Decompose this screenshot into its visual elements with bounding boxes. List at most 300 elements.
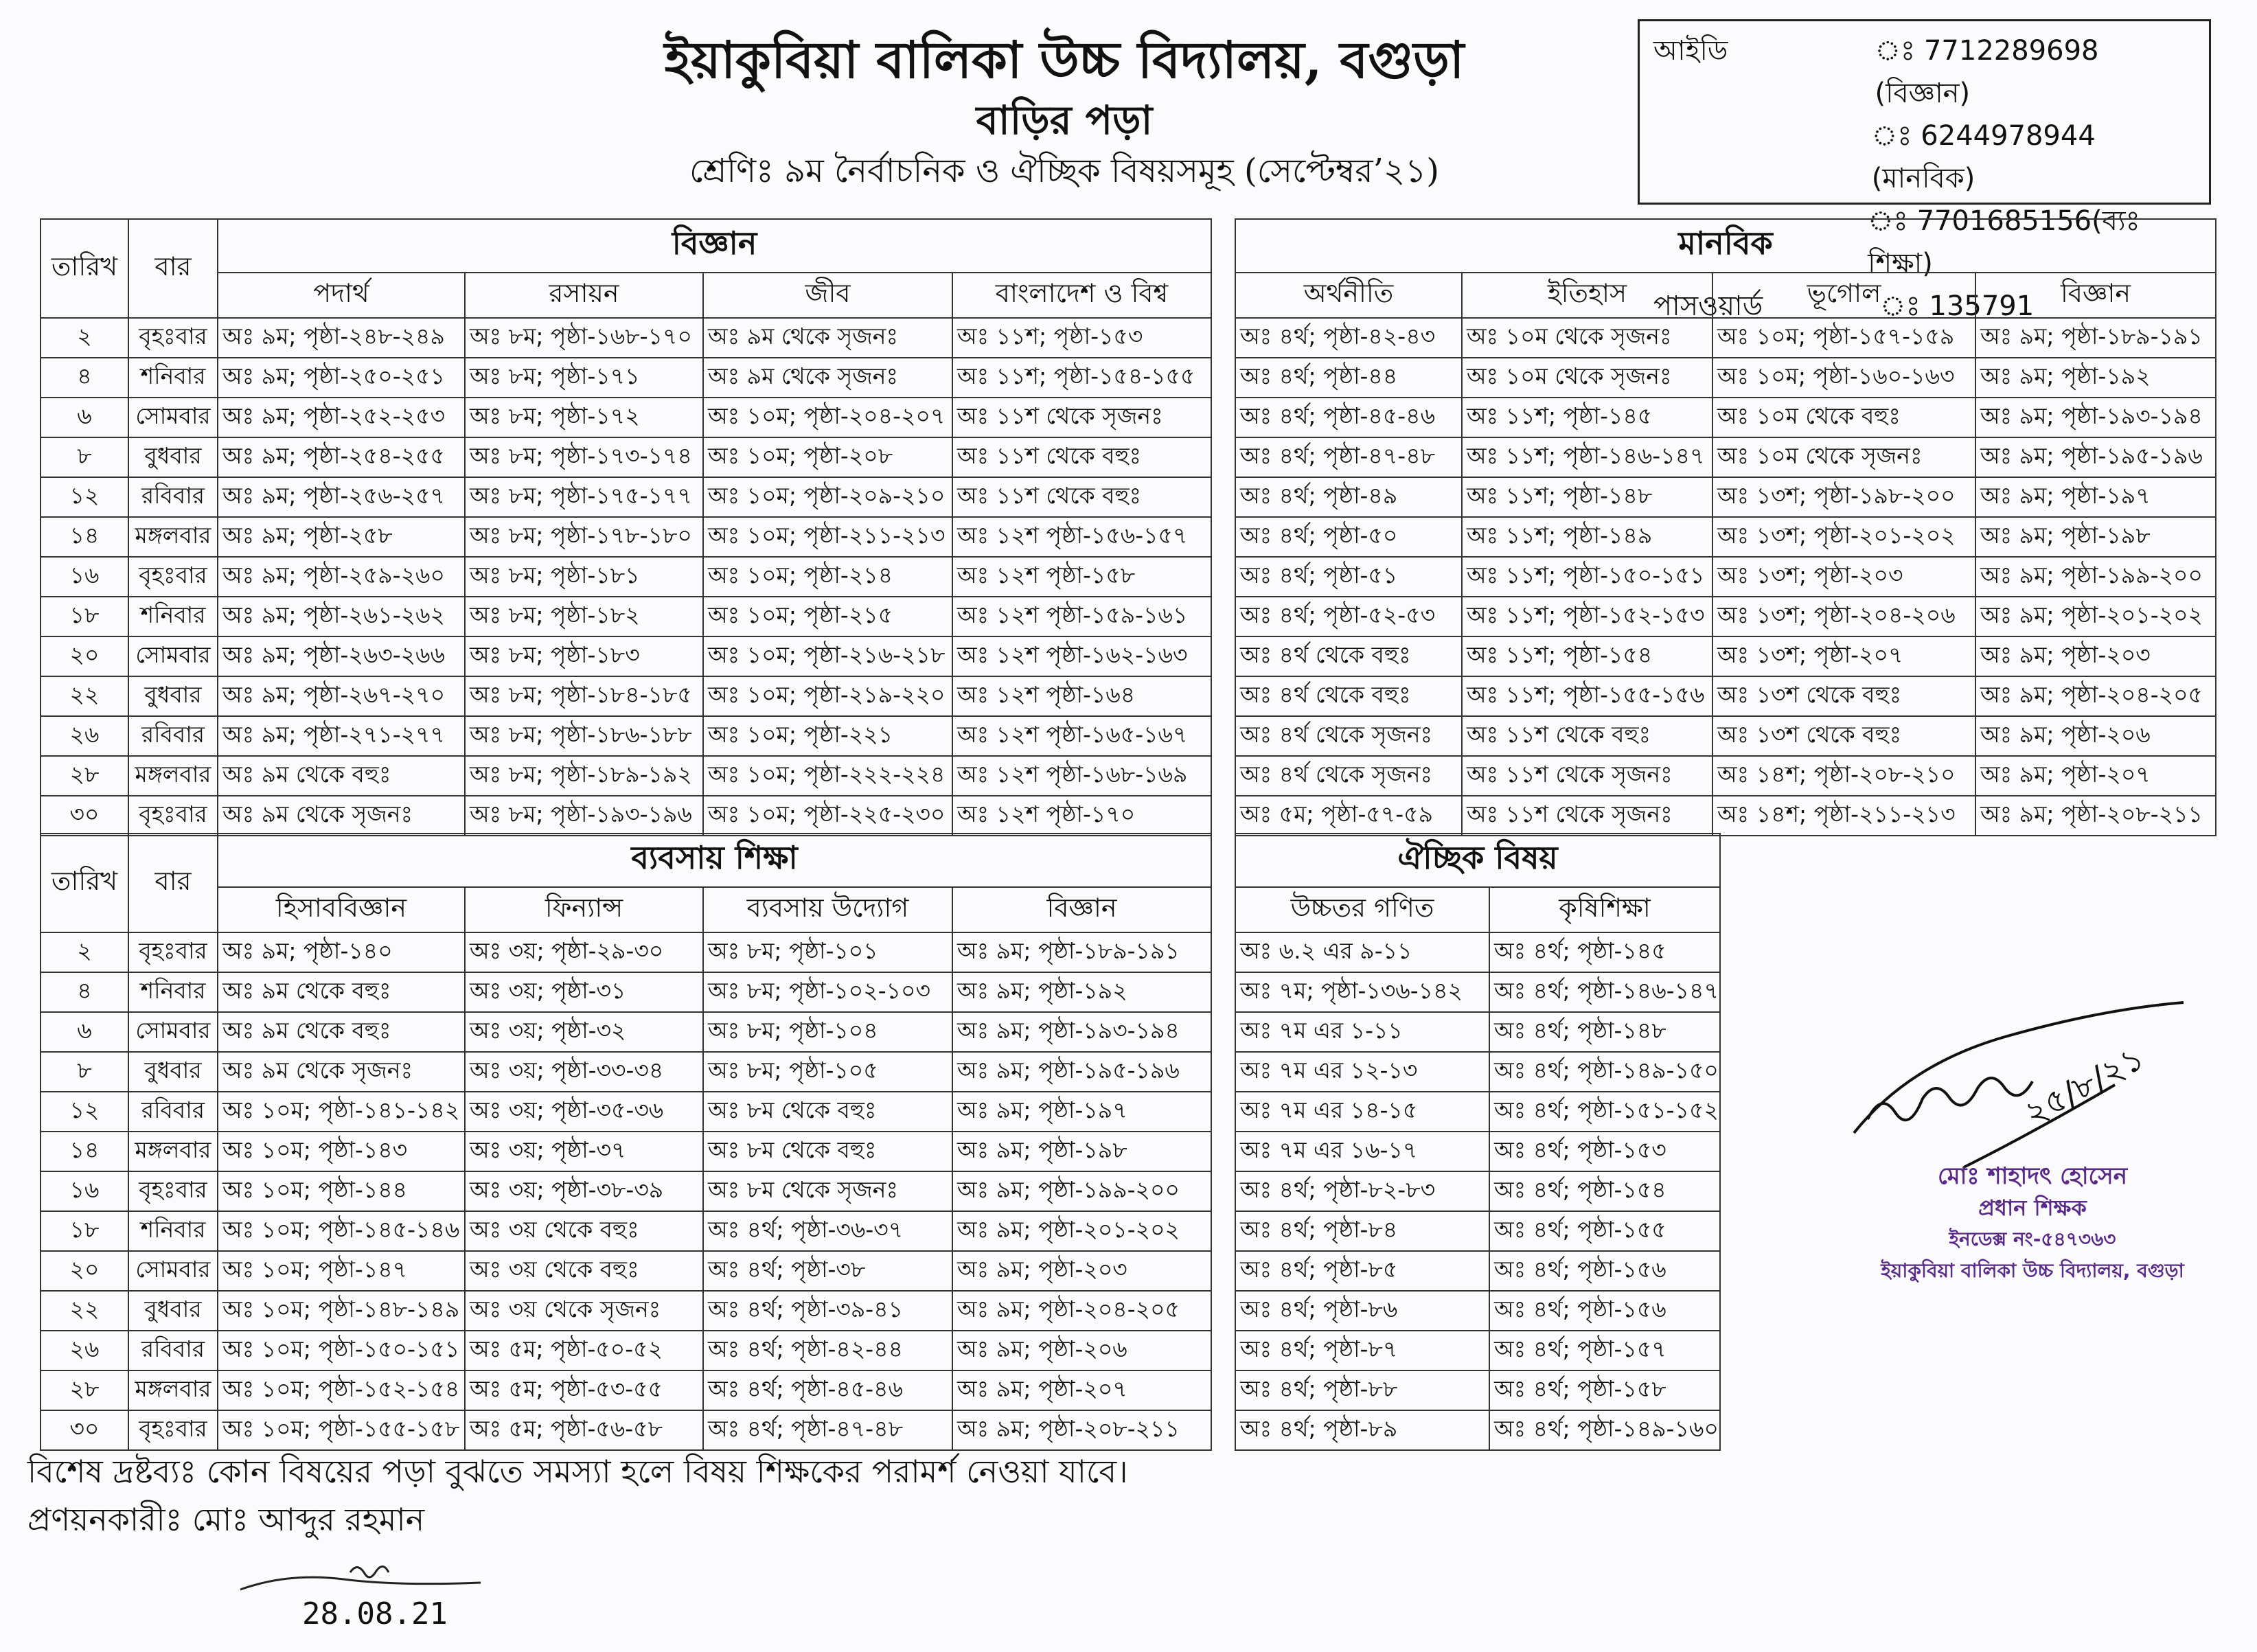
assignment-cell: অঃ ৪র্থ; পৃষ্ঠা-১৫৭ [1489,1331,1720,1370]
table-row [41,1052,1211,1092]
assignment-cell: অঃ ৯ম থেকে সৃজনঃ [703,358,952,398]
document-header [481,27,1648,195]
table-row [41,676,1211,716]
assignment-cell: অঃ ৮ম; পৃষ্ঠা-১৮৩ [465,636,703,676]
table-row [41,437,1211,477]
day-cell: রবিবার [128,716,218,756]
assignment-cell: অঃ ১২শ পৃষ্ঠা-১৫৯-১৬১ [952,597,1211,636]
table-row [1235,517,2216,557]
subject-header: রসায়ন [465,273,703,318]
day-cell: বৃহঃবার [128,796,218,836]
assignment-cell: অঃ ১০ম; পৃষ্ঠা-১৫২-১৫৪ [218,1370,465,1410]
assignment-cell: অঃ ৫ম; পৃষ্ঠা-৫৭-৫৯ [1235,796,1462,836]
table-row [1235,636,2216,676]
assignment-cell: অঃ ১০ম; পৃষ্ঠা-১৫৫-১৫৮ [218,1410,465,1450]
assignment-cell: অঃ ৪র্থ; পৃষ্ঠা-৪৭-৪৮ [703,1410,952,1450]
date-cell: ২৬ [41,716,128,756]
table-row [41,1331,1211,1370]
assignment-cell: অঃ ৭ম এর ১২-১৩ [1235,1052,1489,1092]
assignment-cell: অঃ ৪র্থ; পৃষ্ঠা-৮২-৮৩ [1235,1171,1489,1211]
assignment-cell: অঃ ১০ম; পৃষ্ঠা-২১৬-২১৮ [703,636,952,676]
assignment-cell: অঃ ৯ম থেকে বহুঃ [218,972,465,1012]
assignment-cell: অঃ ৮ম; পৃষ্ঠা-১০৪ [703,1012,952,1052]
date-cell: ৮ [41,437,128,477]
table-row [1235,972,1720,1012]
table-row [1235,437,2216,477]
assignment-cell: অঃ ৩য় থেকে সৃজনঃ [465,1291,703,1331]
headmaster-seal [1813,1160,2252,1287]
assignment-cell: অঃ ১০ম; পৃষ্ঠা-২১১-২১৩ [703,517,952,557]
assignment-cell: অঃ ১২শ পৃষ্ঠা-১৫৮ [952,557,1211,597]
assignment-cell: অঃ ১১শ; পৃষ্ঠা-১৪৫ [1462,398,1712,437]
assignment-cell: অঃ ৯ম; পৃষ্ঠা-২০৮-২১১ [952,1410,1211,1450]
assignment-cell: অঃ ৪র্থ; পৃষ্ঠা-৫২-৫৩ [1235,597,1462,636]
subject-header: পদার্থ [218,273,465,318]
assignment-cell: অঃ ৪র্থ; পৃষ্ঠা-৪৫-৪৬ [703,1370,952,1410]
assignment-cell: অঃ ৮ম থেকে সৃজনঃ [703,1171,952,1211]
table-row [1235,932,1720,972]
day-cell: বৃহঃবার [128,557,218,597]
assignment-cell: অঃ ৫ম; পৃষ্ঠা-৫৩-৫৫ [465,1370,703,1410]
assignment-cell: অঃ ১১শ; পৃষ্ঠা-১৫৫-১৫৬ [1462,676,1712,716]
group-header-row [1235,219,2216,273]
assignment-cell: অঃ ১১শ থেকে বহুঃ [1462,716,1712,756]
assignment-cell: অঃ ১৩শ; পৃষ্ঠা-২০৪-২০৬ [1712,597,1975,636]
table-row [41,1132,1211,1171]
assignment-cell: অঃ ১১শ থেকে বহুঃ [952,437,1211,477]
day-cell: মঙ্গলবার [128,1370,218,1410]
assignment-cell: অঃ ৪র্থ; পৃষ্ঠা-৪৪ [1235,358,1462,398]
assignment-cell: অঃ ৪র্থ; পৃষ্ঠা-৩৮ [703,1251,952,1291]
assignment-cell: অঃ ১৩শ; পৃষ্ঠা-২০৩ [1712,557,1975,597]
assignment-cell: অঃ ৪র্থ; পৃষ্ঠা-৪২-৪৪ [703,1331,952,1370]
table-row [41,1092,1211,1132]
assignment-cell: অঃ ৪র্থ; পৃষ্ঠা-৪৭-৪৮ [1235,437,1462,477]
class-line: শ্রেণিঃ ৯ম নৈর্বাচনিক ও ঐচ্ছিক বিষয়সমূহ (সেপ্টেম্বর’২১) [689,152,1440,190]
seal-school: ইয়াকুবিয়া বালিকা উচ্চ বিদ্যালয়, বগুড়া [1881,1259,2184,1282]
table-row [1235,1251,1720,1291]
day-cell: শনিবার [128,597,218,636]
assignment-cell: অঃ ৯ম; পৃষ্ঠা-১৯২ [952,972,1211,1012]
date-cell: ৩০ [41,1410,128,1450]
date-cell: ১৮ [41,1211,128,1251]
assignment-cell: অঃ ৪র্থ; পৃষ্ঠা-৮৭ [1235,1331,1489,1370]
assignment-cell: অঃ ১২শ পৃষ্ঠা-১৬২-১৬৩ [952,636,1211,676]
table-row [41,1291,1211,1331]
assignment-cell: অঃ ৯ম; পৃষ্ঠা-২০৩ [952,1251,1211,1291]
date-cell: ৩০ [41,796,128,836]
assignment-cell: অঃ ৯ম; পৃষ্ঠা-২০৭ [952,1370,1211,1410]
assignment-cell: অঃ ১০ম; পৃষ্ঠা-১৬০-১৬৩ [1712,358,1975,398]
day-cell: বৃহঃবার [128,1171,218,1211]
assignment-cell: অঃ ৮ম; পৃষ্ঠা-১০১ [703,932,952,972]
assignment-cell: অঃ ১০ম; পৃষ্ঠা-২০৮ [703,437,952,477]
subject-header-row [1235,887,1720,932]
assignment-cell: অঃ ৯ম; পৃষ্ঠা-১৯৯-২০০ [1975,557,2216,597]
table-row [1235,318,2216,358]
assignment-cell: অঃ ১১শ; পৃষ্ঠা-১৫২-১৫৩ [1462,597,1712,636]
assignment-cell: অঃ ১০ম; পৃষ্ঠা-২২২-২২৪ [703,756,952,796]
assignment-cell: অঃ ৭ম; পৃষ্ঠা-১৩৬-১৪২ [1235,972,1489,1012]
assignment-cell: অঃ ১২শ পৃষ্ঠা-১৫৬-১৫৭ [952,517,1211,557]
subject-header: জীব [703,273,952,318]
assignment-cell: অঃ ৩য়; পৃষ্ঠা-৩২ [465,1012,703,1052]
assignment-cell: অঃ ৩য় থেকে বহুঃ [465,1211,703,1251]
assignment-cell: অঃ ১০ম; পৃষ্ঠা-১৪১-১৪২ [218,1092,465,1132]
assignment-cell: অঃ ৯ম থেকে সৃজনঃ [703,318,952,358]
assignment-cell: অঃ ৯ম; পৃষ্ঠা-২০৬ [1975,716,2216,756]
table-row [41,1410,1211,1450]
assignment-cell: অঃ ৯ম; পৃষ্ঠা-২০৪-২০৫ [952,1291,1211,1331]
assignment-cell: অঃ ৪র্থ; পৃষ্ঠা-৫০ [1235,517,1462,557]
table-row [41,756,1211,796]
assignment-cell: অঃ ১০ম; পৃষ্ঠা-১৪৩ [218,1132,465,1171]
assignment-cell: অঃ ৮ম; পৃষ্ঠা-১৮৪-১৮৫ [465,676,703,716]
day-cell: মঙ্গলবার [128,1132,218,1171]
assignment-cell: অঃ ৪র্থ; পৃষ্ঠা-১৪৬-১৪৭ [1489,972,1720,1012]
table-row [1235,1331,1720,1370]
assignment-cell: অঃ ৯ম; পৃষ্ঠা-২০৮-২১১ [1975,796,2216,836]
assignment-cell: অঃ ৯ম; পৃষ্ঠা-২৭১-২৭৭ [218,716,465,756]
day-cell: সোমবার [128,1251,218,1291]
subject-header: বাংলাদেশ ও বিশ্ব [952,273,1211,318]
assignment-cell: অঃ ১০ম; পৃষ্ঠা-১৪৫-১৪৬ [218,1211,465,1251]
table-row [1235,716,2216,756]
assignment-cell: অঃ ১১শ; পৃষ্ঠা-১৪৮ [1462,477,1712,517]
special-note: বিশেষ দ্রষ্টব্যঃ কোন বিষয়ের পড়া বুঝতে সমস্যা হলে বিষয় শিক্ষকের পরামর্শ নেওয়া যাবে। [27,1453,1128,1490]
assignment-cell: অঃ ১১শ; পৃষ্ঠা-১৫০-১৫১ [1462,557,1712,597]
assignment-cell: অঃ ৯ম; পৃষ্ঠা-২৫৪-২৫৫ [218,437,465,477]
table-row [1235,1092,1720,1132]
table-row [1235,1211,1720,1251]
subject-header: বিজ্ঞান [952,887,1211,932]
assignment-cell: অঃ ৩য়; পৃষ্ঠা-৩৭ [465,1132,703,1171]
password-value: ঃ 135791 [1880,290,2035,322]
assignment-cell: অঃ ১৪শ; পৃষ্ঠা-২০৮-২১০ [1712,756,1975,796]
table-row [41,1012,1211,1052]
subject-header: ইতিহাস [1462,273,1712,318]
seal-index: ইনডেক্স নং-৫৪৭৩৬৩ [1949,1228,2116,1250]
assignment-cell: অঃ ৯ম; পৃষ্ঠা-২৬১-২৬২ [218,597,465,636]
date-cell: ৬ [41,1012,128,1052]
assignment-cell: অঃ ৮ম; পৃষ্ঠা-১৭১ [465,358,703,398]
table-row [1235,1012,1720,1052]
assignment-cell: অঃ ১১শ; পৃষ্ঠা-১৫৪ [1462,636,1712,676]
assignment-cell: অঃ ১০ম থেকে সৃজনঃ [1712,437,1975,477]
day-cell: রবিবার [128,1092,218,1132]
assignment-cell: অঃ ৪র্থ থেকে সৃজনঃ [1235,716,1462,756]
table-row [1235,796,2216,836]
assignment-cell: অঃ ৯ম; পৃষ্ঠা-১৯৮ [1975,517,2216,557]
assignment-cell: অঃ ৯ম; পৃষ্ঠা-২৪৮-২৪৯ [218,318,465,358]
date-header: তারিখ [41,834,128,932]
assignment-cell: অঃ ১৩শ; পৃষ্ঠা-১৯৮-২০০ [1712,477,1975,517]
assignment-cell: অঃ ৯ম; পৃষ্ঠা-১৯৩-১৯৪ [1975,398,2216,437]
table-row [1235,358,2216,398]
day-cell: রবিবার [128,1331,218,1370]
date-header: তারিখ [41,219,128,318]
group-title: বিজ্ঞান [218,219,1211,273]
assignment-cell: অঃ ৭ম এর ১-১১ [1235,1012,1489,1052]
assignment-cell: অঃ ৮ম থেকে বহুঃ [703,1092,952,1132]
day-cell: শনিবার [128,1211,218,1251]
table-row [41,597,1211,636]
subject-header-row [1235,273,2216,318]
day-cell: শনিবার [128,358,218,398]
assignment-cell: অঃ ১১শ থেকে সৃজনঃ [1462,756,1712,796]
assignment-cell: অঃ ৯ম; পৃষ্ঠা-১৪০ [218,932,465,972]
subject-header: ভূগোল [1712,273,1975,318]
date-cell: ১৪ [41,1132,128,1171]
date-cell: ২২ [41,1291,128,1331]
assignment-cell: অঃ ৯ম; পৃষ্ঠা-২০৩ [1975,636,2216,676]
assignment-cell: অঃ ৯ম; পৃষ্ঠা-২৫২-২৫৩ [218,398,465,437]
assignment-cell: অঃ ৪র্থ; পৃষ্ঠা-১৪৯-১৫০ [1489,1052,1720,1092]
assignment-cell: অঃ ৯ম; পৃষ্ঠা-২৫৬-২৫৭ [218,477,465,517]
id-value: ঃ 7712289698 (বিজ্ঞান) [1875,35,2099,109]
date-cell: ২৮ [41,1370,128,1410]
id-value: ঃ 6244978944 (মানবিক) [1871,120,2096,194]
assignment-cell: অঃ ৪র্থ; পৃষ্ঠা-৮৪ [1235,1211,1489,1251]
table-row [41,796,1211,836]
assignment-cell: অঃ ৯ম; পৃষ্ঠা-২০৭ [1975,756,2216,796]
day-cell: বুধবার [128,1291,218,1331]
assignment-cell: অঃ ৪র্থ থেকে সৃজনঃ [1235,756,1462,796]
assignment-cell: অঃ ৩য়; পৃষ্ঠা-৩৫-৩৬ [465,1092,703,1132]
day-cell: বুধবার [128,1052,218,1092]
assignment-cell: অঃ ৬.২ এর ৯-১১ [1235,932,1489,972]
assignment-cell: অঃ ৪র্থ; পৃষ্ঠা-১৫১-১৫২ [1489,1092,1720,1132]
day-cell: মঙ্গলবার [128,756,218,796]
table-row [41,358,1211,398]
assignment-cell: অঃ ৪র্থ; পৃষ্ঠা-৮৬ [1235,1291,1489,1331]
group-header-row [41,219,1211,273]
seal-role: প্রধান শিক্ষক [1978,1195,2087,1221]
assignment-cell: অঃ ৯ম; পৃষ্ঠা-২৬৩-২৬৬ [218,636,465,676]
table-row [41,318,1211,358]
date-cell: ১৬ [41,557,128,597]
table-row [41,398,1211,437]
date-cell: ২৮ [41,756,128,796]
assignment-cell: অঃ ১০ম; পৃষ্ঠা-১৪৭ [218,1251,465,1291]
group-title: ব্যবসায় শিক্ষা [218,834,1211,887]
assignment-cell: অঃ ৯ম; পৃষ্ঠা-১৮৯-১৯১ [952,932,1211,972]
date-cell: ২ [41,932,128,972]
assignment-cell: অঃ ১০ম; পৃষ্ঠা-১৪৮-১৪৯ [218,1291,465,1331]
school-name: ইয়াকুবিয়া বালিকা উচ্চ বিদ্যালয়, বগুড়া [664,31,1465,90]
day-cell: শনিবার [128,972,218,1012]
login-id-row [1653,30,2195,115]
assignment-cell: অঃ ৮ম; পৃষ্ঠা-১৮৯-১৯২ [465,756,703,796]
assignment-cell: অঃ ৪র্থ; পৃষ্ঠা-৮৫ [1235,1251,1489,1291]
assignment-cell: অঃ ৮ম; পৃষ্ঠা-১৬৮-১৭০ [465,318,703,358]
assignment-cell: অঃ ৫ম; পৃষ্ঠা-৫০-৫২ [465,1331,703,1370]
assignment-cell: অঃ ৩য়; পৃষ্ঠা-৩৩-৩৪ [465,1052,703,1092]
assignment-cell: অঃ ১১শ; পৃষ্ঠা-১৫৩ [952,318,1211,358]
assignment-cell: অঃ ৮ম; পৃষ্ঠা-১৭৩-১৭৪ [465,437,703,477]
humanities-schedule-table [1235,218,2216,836]
assignment-cell: অঃ ৯ম; পৃষ্ঠা-২৫৮ [218,517,465,557]
optional-schedule-table [1235,833,1721,1451]
date-cell: ২৬ [41,1331,128,1370]
assignment-cell: অঃ ৪র্থ থেকে বহুঃ [1235,636,1462,676]
table-row [41,716,1211,756]
id-value: ঃ 7701685156(ব্যঃ শিক্ষা) [1868,205,2140,279]
business-schedule-table [40,833,1212,1451]
assignment-cell: অঃ ১১শ; পৃষ্ঠা-১৫৪-১৫৫ [952,358,1211,398]
group-title: ঐচ্ছিক বিষয় [1235,834,1720,887]
assignment-cell: অঃ ৪র্থ; পৃষ্ঠা-৪২-৪৩ [1235,318,1462,358]
date-cell: ৪ [41,358,128,398]
assignment-cell: অঃ ১৩শ; পৃষ্ঠা-২০১-২০২ [1712,517,1975,557]
day-cell: সোমবার [128,398,218,437]
assignment-cell: অঃ ৮ম; পৃষ্ঠা-১৯৩-১৯৬ [465,796,703,836]
table-row [41,1251,1211,1291]
assignment-cell: অঃ ৯ম; পৃষ্ঠা-২০৪-২০৫ [1975,676,2216,716]
assignment-cell: অঃ ৪র্থ; পৃষ্ঠা-৪৯ [1235,477,1462,517]
date-cell: ১৪ [41,517,128,557]
assignment-cell: অঃ ১১শ থেকে সৃজনঃ [952,398,1211,437]
table-row [41,932,1211,972]
assignment-cell: অঃ ১০ম থেকে সৃজনঃ [1462,358,1712,398]
day-header: বার [128,219,218,318]
assignment-cell: অঃ ৮ম থেকে বহুঃ [703,1132,952,1171]
assignment-cell: অঃ ১১শ; পৃষ্ঠা-১৪৬-১৪৭ [1462,437,1712,477]
assignment-cell: অঃ ১২শ পৃষ্ঠা-১৭০ [952,796,1211,836]
day-header: বার [128,834,218,932]
assignment-cell: অঃ ৯ম; পৃষ্ঠা-২৬৭-২৭০ [218,676,465,716]
assignment-cell: অঃ ৮ম; পৃষ্ঠা-১৭২ [465,398,703,437]
assignment-cell: অঃ ৪র্থ; পৃষ্ঠা-১৫৬ [1489,1251,1720,1291]
day-cell: বৃহঃবার [128,1410,218,1450]
assignment-cell: অঃ ৯ম; পৃষ্ঠা-২০৬ [952,1331,1211,1370]
day-cell: সোমবার [128,1012,218,1052]
assignment-cell: অঃ ১০ম; পৃষ্ঠা-২২৫-২৩০ [703,796,952,836]
assignment-cell: অঃ ১১শ থেকে বহুঃ [952,477,1211,517]
assignment-cell: অঃ ১০ম; পৃষ্ঠা-২০৪-২০৭ [703,398,952,437]
assignment-cell: অঃ ৯ম; পৃষ্ঠা-২৫৯-২৬০ [218,557,465,597]
assignment-cell: অঃ ৮ম; পৃষ্ঠা-১৮৬-১৮৮ [465,716,703,756]
assignment-cell: অঃ ৯ম; পৃষ্ঠা-১৯৫-১৯৬ [952,1052,1211,1092]
table-row [41,972,1211,1012]
date-cell: ১২ [41,477,128,517]
assignment-cell: অঃ ৫ম; পৃষ্ঠা-৫৬-৫৮ [465,1410,703,1450]
assignment-cell: অঃ ৯ম থেকে বহুঃ [218,756,465,796]
signature-scribble-icon [233,1559,494,1600]
subject-header: বিজ্ঞান [1975,273,2216,318]
date-cell: ২০ [41,636,128,676]
assignment-cell: অঃ ৮ম; পৃষ্ঠা-১৮২ [465,597,703,636]
group-title: মানবিক [1235,219,2216,273]
assignment-cell: অঃ ৪র্থ; পৃষ্ঠা-১৪৫ [1489,932,1720,972]
table-row [41,517,1211,557]
assignment-cell: অঃ ৪র্থ; পৃষ্ঠা-১৫৮ [1489,1370,1720,1410]
assignment-cell: অঃ ৪র্থ; পৃষ্ঠা-৫১ [1235,557,1462,597]
assignment-cell: অঃ ৯ম; পৃষ্ঠা-২৫০-২৫১ [218,358,465,398]
subject-header: ব্যবসায় উদ্যোগ [703,887,952,932]
subject-header: উচ্চতর গণিত [1235,887,1489,932]
assignment-cell: অঃ ৩য়; পৃষ্ঠা-২৯-৩০ [465,932,703,972]
date-cell: ২২ [41,676,128,716]
assignment-cell: অঃ ৯ম; পৃষ্ঠা-২০১-২০২ [1975,597,2216,636]
assignment-cell: অঃ ৭ম এর ১৪-১৫ [1235,1092,1489,1132]
assignment-cell: অঃ ১০ম; পৃষ্ঠা-২১৫ [703,597,952,636]
table-row [1235,756,2216,796]
assignment-cell: অঃ ১১শ থেকে সৃজনঃ [1462,796,1712,836]
assignment-cell: অঃ ৯ম; পৃষ্ঠা-১৯৩-১৯৪ [952,1012,1211,1052]
date-cell: ৮ [41,1052,128,1092]
assignment-cell: অঃ ৪র্থ; পৃষ্ঠা-১৫৬ [1489,1291,1720,1331]
day-cell: বৃহঃবার [128,932,218,972]
assignment-cell: অঃ ৯ম; পৃষ্ঠা-১৯৫-১৯৬ [1975,437,2216,477]
subject-header: হিসাববিজ্ঞান [218,887,465,932]
assignment-cell: অঃ ৯ম; পৃষ্ঠা-২০১-২০২ [952,1211,1211,1251]
group-header-row [41,834,1211,887]
assignment-cell: অঃ ৯ম; পৃষ্ঠা-১৯৭ [1975,477,2216,517]
table-row [41,1370,1211,1410]
assignment-cell: অঃ ৩য়; পৃষ্ঠা-৩৮-৩৯ [465,1171,703,1211]
assignment-cell: অঃ ৪র্থ; পৃষ্ঠা-১৫৪ [1489,1171,1720,1211]
science-schedule-table [40,218,1212,836]
assignment-cell: অঃ ১৩শ; পৃষ্ঠা-২০৭ [1712,636,1975,676]
signature-date-handwritten: ২৫/৮/২১ [2018,1038,2151,1134]
subject-header: অর্থনীতি [1235,273,1462,318]
table-row [1235,477,2216,517]
table-row [1235,1171,1720,1211]
assignment-cell: অঃ ৭ম এর ১৬-১৭ [1235,1132,1489,1171]
table-row [1235,557,2216,597]
assignment-cell: অঃ ৩য় থেকে বহুঃ [465,1251,703,1291]
assignment-cell: অঃ ৪র্থ; পৃষ্ঠা-১৪৯-১৬০ [1489,1410,1720,1450]
assignment-cell: অঃ ৪র্থ; পৃষ্ঠা-৩৯-৪১ [703,1291,952,1331]
assignment-cell: অঃ ৪র্থ; পৃষ্ঠা-৩৬-৩৭ [703,1211,952,1251]
assignment-cell: অঃ ৪র্থ; পৃষ্ঠা-১৫৫ [1489,1211,1720,1251]
table-row [1235,676,2216,716]
table-row [1235,1410,1720,1450]
assignment-cell: অঃ ১৩শ থেকে বহুঃ [1712,716,1975,756]
date-cell: ৪ [41,972,128,1012]
prepared-by: প্রণয়নকারীঃ মোঃ আব্দুর রহমান [27,1501,425,1538]
table-row [1235,398,2216,437]
assignment-cell: অঃ ৪র্থ; পৃষ্ঠা-১৪৮ [1489,1012,1720,1052]
table-row [1235,1291,1720,1331]
signature-scribble-icon [1826,982,2211,1188]
assignment-cell: অঃ ৪র্থ থেকে বহুঃ [1235,676,1462,716]
assignment-cell: অঃ ৮ম; পৃষ্ঠা-১০২-১০৩ [703,972,952,1012]
assignment-cell: অঃ ৯ম থেকে সৃজনঃ [218,796,465,836]
assignment-cell: অঃ ৯ম; পৃষ্ঠা-১৯৮ [952,1132,1211,1171]
table-row [1235,1052,1720,1092]
assignment-cell: অঃ ১০ম; পৃষ্ঠা-২১৯-২২০ [703,676,952,716]
table-row [41,636,1211,676]
assignment-cell: অঃ ১২শ পৃষ্ঠা-১৬৮-১৬৯ [952,756,1211,796]
signature-date: 28.08.21 [302,1596,448,1631]
subject-header: কৃষিশিক্ষা [1489,887,1720,932]
day-cell: বুধবার [128,437,218,477]
group-header-row [1235,834,1720,887]
table-row [1235,1132,1720,1171]
password-label: পাসওয়ার্ড [1653,290,1763,322]
table-row [41,477,1211,517]
assignment-cell: অঃ ৯ম; পৃষ্ঠা-১৮৯-১৯১ [1975,318,2216,358]
assignment-cell: অঃ ৪র্থ; পৃষ্ঠা-১৫৩ [1489,1132,1720,1171]
table-row [41,557,1211,597]
date-cell: ২০ [41,1251,128,1291]
table-row [1235,597,2216,636]
preparer-signature [233,1559,494,1634]
date-cell: ১২ [41,1092,128,1132]
day-cell: বুধবার [128,676,218,716]
